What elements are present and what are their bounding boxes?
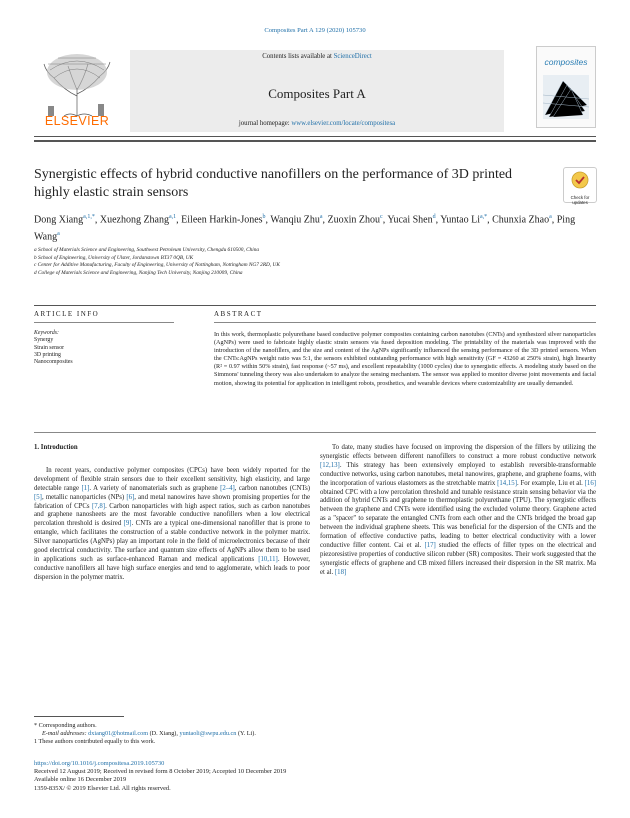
author-affiliation-marker[interactable]: c <box>380 214 383 220</box>
publisher-name: ELSEVIER <box>44 114 110 128</box>
info-top-rule <box>34 305 596 306</box>
citation-link[interactable]: [2–4] <box>220 484 235 492</box>
keyword: Strain sensor <box>34 344 65 351</box>
body-text: . However, conductive nanofillers all have high surface energies and tend to agglomerate, which leads to poor dispersion in the polymer matrix. <box>34 555 310 581</box>
body-text: , metallic nanoparticles (NPs) <box>41 493 127 501</box>
abstract-rule <box>214 322 596 323</box>
abstract-text: In this work, thermoplastic polyurethane based conductive polymer composites containing carbon nanotubes (CNTs) and synthesized silver nanoparticles (AgNPs) were used to fabricate highly elastic strain sensors via fused deposition modeling. The printability of the materials was improved with the introduction of the nanofillers, and the size and content of the AgNPs significantly influenced the sensing performance of the 3D printed sensors. When the CNTs:AgNPs weight ratio was 5:1, the sensors exhibited outstanding performance with high sensitivity (GF = 43260 at 250% strain), high linearity (R² = 0.97 within 50% strain), fast response (~57 ms), and excellent repeatability (1000 cycles) due to synergistic effects. A modeling study based on the Simmons' tunneling theory was also undertaken to analyze the sensing mechanism. The sensor was applied to monitor diverse joint movements and facial motion, showing its potential for application in intelligent robots, prosthetics, and wearable devices where customizability are usually demanded. <box>214 331 596 387</box>
email-owner: (Y. Li). <box>237 730 256 737</box>
citation-link[interactable]: [5] <box>34 493 42 501</box>
body-text: obtained CPC with a low percolation threshold and tunable resistance strain sensing behavior via the addition of hybrid CNTs and graphene to thermoplastic polyurethane (TPU). The synergistic effects between the graphene and CNTs were identified using the excluded volume theory. Graphene acted as a "spacer" to separate the entangled CNTs from each other and the CNTs bridged the broad gap between the individual graphene sheets. This was beneficial for the dispersion of the CNTs and the formation of effective conductive paths, leading to better electrical conductivity with a lower conductive filler content. Cai et al. <box>320 488 596 549</box>
author-affiliation-marker[interactable]: a <box>319 214 323 220</box>
info-rule <box>34 322 174 323</box>
cover-art-icon <box>543 75 589 119</box>
journal-reference[interactable]: Composites Part A 129 (2020) 105730 <box>264 27 366 34</box>
author-name[interactable]: Dong Xiang <box>34 214 84 226</box>
journal-cover-thumbnail <box>536 46 596 128</box>
footnote-rule <box>34 716 124 717</box>
section-heading: 1. Introduction <box>34 444 78 451</box>
citation-link[interactable]: [14,15] <box>497 479 517 487</box>
affiliation-b: b School of Engineering, University of Ulster, Jordanstown BT37 0QB, UK <box>34 254 194 261</box>
body-text: , carbon nanotubes (CNTs) <box>234 484 311 492</box>
footnotes <box>34 722 434 746</box>
available-online: Available online 16 December 2019 <box>34 776 127 784</box>
body-text: To date, many studies have focused on improving the dispersion of the fillers by utilizing the synergistic effects between different nanofillers to construct a more robust conductive network <box>320 444 596 460</box>
intro-paragraph-2 <box>320 444 596 578</box>
author-name[interactable]: Zuoxin Zhou <box>327 214 381 226</box>
journal-title: Composites Part A <box>268 86 366 101</box>
article-metadata <box>34 760 434 793</box>
header-rule <box>34 136 596 137</box>
check-updates-line2: updates <box>572 200 588 205</box>
citation-link[interactable]: [10,11] <box>258 555 278 563</box>
intro-paragraph-1 <box>34 467 310 583</box>
author-affiliation-marker[interactable]: a <box>549 214 552 220</box>
email-link[interactable]: yuntaoli@swpu.edu.cn <box>179 730 237 737</box>
keywords-label: Keywords: <box>34 330 59 336</box>
cover-title: composites <box>544 57 588 67</box>
citation-link[interactable]: [9] <box>123 520 132 528</box>
email-label: E-mail addresses: <box>42 730 87 737</box>
sciencedirect-link[interactable]: ScienceDirect <box>333 53 372 60</box>
body-text: . Carbon nanoparticles with high aspect ratios, such as carbon nanotubes and graphene nanosheets are the most favorable conductive nanofillers when a low electrical percolation threshold is desired <box>34 502 310 528</box>
citation-link[interactable]: [12,13] <box>320 461 340 469</box>
email-owner: (D. Xiang), <box>149 730 178 737</box>
author-name[interactable]: Xuezhong Zhang <box>99 214 169 226</box>
citation-link[interactable]: [7,8] <box>92 502 106 510</box>
contents-prefix: Contents lists available at <box>262 53 332 60</box>
journal-header <box>34 42 596 134</box>
author-affiliation-marker[interactable]: b <box>262 214 266 220</box>
contents-line <box>130 53 504 60</box>
body-text: . CNTs are a typical one-dimensional nanofiller that is prone to entangle, which facilitates the construction of a stable conductive network in the polymer matrix. Silver nanoparticles (AgNPs) play an important role in the field of microelectronics because of their good electrical conductivity. The surface and quantum size effects of AgNPs allow them to be used in applications such as surface-enhanced Raman and medical applications <box>34 520 311 563</box>
body-text: studied the effects of filler types on the electrical and piezoresistive properties of conductive silicon rubber (SR) composites. Their work suggested that the synergistic effects of graphene and CB mixed fillers increased their dispersion in the SR matrix. Ma et al. <box>320 541 596 576</box>
homepage-link[interactable]: www.elsevier.com/locate/compositesa <box>291 120 396 127</box>
author-name[interactable]: Yucai Shen <box>387 214 433 226</box>
abstract-bottom-rule <box>34 432 596 433</box>
email-line <box>34 730 434 738</box>
check-for-updates-button[interactable] <box>563 167 597 203</box>
author-affiliation-marker[interactable]: a,1 <box>169 214 177 220</box>
body-column-left <box>34 444 310 583</box>
citation-link[interactable]: [1] <box>81 484 90 492</box>
citation-link[interactable]: [17] <box>424 541 436 549</box>
affiliation-a: a School of Materials Science and Engineering, Southwest Petroleum University, Chengdu 610500, China <box>34 247 260 253</box>
body-text: In recent years, conductive polymer composites (CPCs) have been widely reported for the development of flexible strain sensors due to their excellent sensitivity, high elasticity, and large detectable range <box>34 466 310 492</box>
affiliations <box>34 247 594 277</box>
author-name[interactable]: Chunxia Zhao <box>492 214 550 226</box>
keyword: 3D printing <box>34 351 61 358</box>
article-info-heading: ARTICLE INFO <box>34 310 100 318</box>
body-text: . A variety of nanomaterials such as graphene <box>89 484 221 492</box>
header-rule-thick <box>34 140 596 142</box>
corresponding-note: * Corresponding authors. <box>34 722 97 729</box>
doi-link[interactable]: https://doi.org/10.1016/j.compositesa.2019.105730 <box>34 760 165 767</box>
author-name[interactable]: Yuntao Li <box>440 214 480 226</box>
keyword: Synergy <box>34 337 54 344</box>
body-text: . This strategy has been extensively employed to establish reversible-transformable conductive networks, using carbon nanotubes, metal nanowires, graphene, and graphene foams, with the incorporation of various elastomers as the stretchable matrix <box>320 461 596 487</box>
affiliation-d: d College of Materials Science and Engineering, Nanjing Tech University, Nanjing 210009, China <box>34 269 243 276</box>
author-affiliation-marker[interactable]: d <box>432 214 436 220</box>
body-column-right <box>320 444 596 578</box>
author-name[interactable]: Ping Wang <box>34 214 576 243</box>
abstract-heading: ABSTRACT <box>214 310 263 318</box>
check-updates-line1: Check for <box>570 195 590 200</box>
journal-banner <box>130 50 504 132</box>
article-title: Synergistic effects of hybrid conductive nanofillers on the performance of 3D printed highly elastic strain sensors <box>34 167 513 200</box>
keywords-block <box>34 330 174 366</box>
journal-homepage <box>130 120 504 127</box>
homepage-prefix: journal homepage: <box>238 120 290 127</box>
keyword: Nanocomposites <box>34 359 73 366</box>
author-name[interactable]: Wanqiu Zhu <box>270 214 320 226</box>
author-affiliation-marker[interactable]: a <box>57 231 60 238</box>
email-link[interactable]: dxiang01@hotmail.com <box>88 730 149 737</box>
received-dates: Received 12 August 2019; Received in revised form 8 October 2019; Accepted 10 December 2019 <box>34 768 287 776</box>
citation-link[interactable]: [18] <box>334 568 347 576</box>
author-affiliation-marker[interactable]: a,* <box>479 214 488 220</box>
copyright: 1359-835X/ © 2019 Elsevier Ltd. All rights reserved. <box>34 784 171 792</box>
body-text: , and metal nanowires have shown promising properties for the fabrication of CPCs <box>34 493 310 510</box>
equal-contribution-note: 1 These authors contributed equally to this work. <box>34 738 156 745</box>
citation-link[interactable]: [16] <box>584 479 596 487</box>
author-affiliation-marker[interactable]: a,1,* <box>83 214 95 220</box>
author-list: Dong Xiang$^{a,1,*}$, Xuezhong Zhang$^{a,1}$, Eileen Harkin-Jones$^b$, Wanqiu Zhu$^a$, Zuoxin Zhou$^c$, Yucai Shen$^d$, Yuntao $Li^{a,*}$, Chunxia Zhao$^a$, Ping Wang$^a$ <box>34 214 576 243</box>
affiliation-c: c Center for Additive Manufacturing, Faculty of Engineering, University of Nottingham, Nottingham NG7 2RD, UK <box>34 262 280 269</box>
citation-link[interactable]: [6] <box>126 493 135 501</box>
author-name[interactable]: Eileen Harkin-Jones <box>181 214 263 226</box>
body-text: . For example, Liu et al. <box>516 479 585 487</box>
check-updates-icon <box>570 170 590 190</box>
